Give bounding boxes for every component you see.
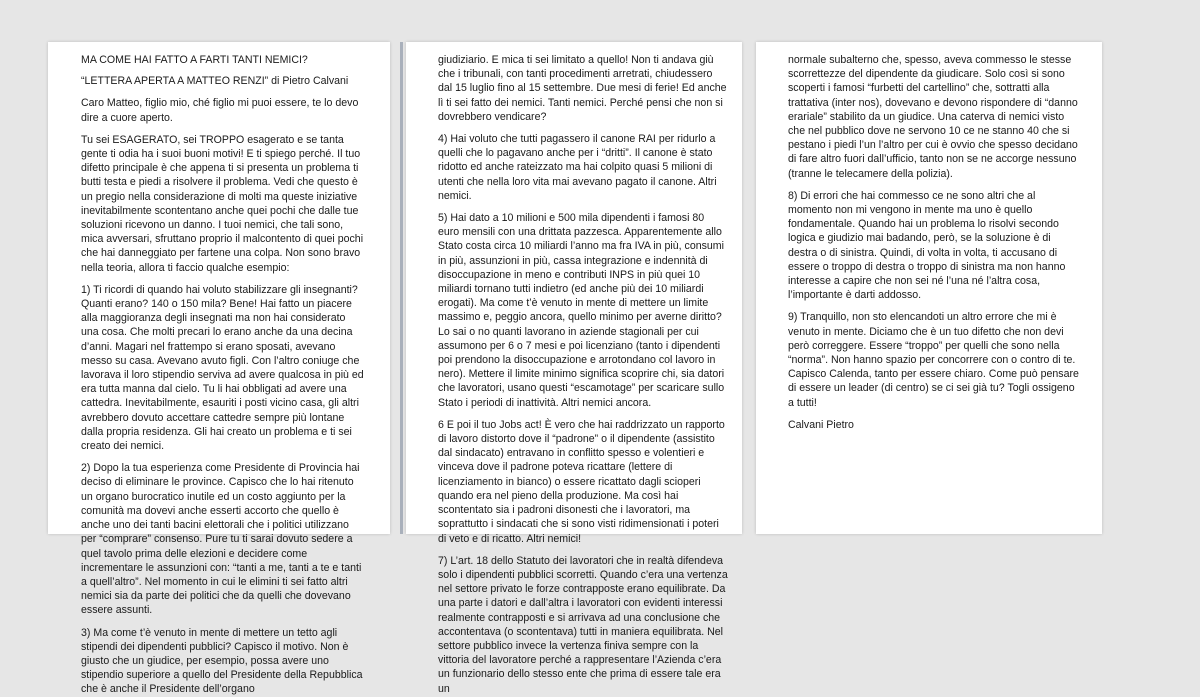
paragraph: Caro Matteo, figlio mio, ché figlio mi puoi essere, te lo devo dire a cuore aperto. bbox=[81, 97, 359, 124]
paragraph: 2) Dopo la tua esperienza come Presidente di Provincia hai deciso di eliminare le province. Capisco che lo hai ritenuto un organo burocratico inutile ed un costo aggiunto per la comunità ma dovevi anche esserti accorto che quello è anche uno dei tanti bacini elettorali che i politici utilizzano per “comprare” consenso. Pure tu ti sarai dovuto sedere a quel tavolo prima delle elezioni e decidere come incrementare le assunzioni con: “tanti a me, tanti a te e tanti a quell’altro”. Nel momento in cui le elimini ti sei fatto altri nemici sia da parte dei politici che da quelli che dovevano essere assunti. bbox=[81, 462, 362, 617]
paragraph: 7) L’art. 18 dello Statuto dei lavoratori che in realtà difendeva solo i dipendenti pubblici scorretti. Quando c’era una vertenza nel settore privato le forze contrapposte erano equilibrate. Da una parte i datori e dall’altra i lavoratori con evidenti interessi realmente contrapposti e si arrivava ad una conclusione che accontentava (o scontentava) tutti in maniera equilibrata. Nel settore pubblico invece la vertenza finiva sempre con la vittoria del lavoratore perché a rappresentare l’Azienda c’era un funzionario dello stesso ente che prima di essere tale era un bbox=[438, 554, 728, 695]
paragraph: 9) Tranquillo, non sto elencandoti un altro errore che mi è venuto in mente. Diciamo che è un tuo difetto che non devi però correggere. Essere “troppo” per quelli che sono nella “norma”. Non hanno spazio per concorrere con o contro di te. Capisco Calenda, tanto per essere chiaro. Come può pensare di essere un leader (di centro) se ci sei già tu? Togli ossigeno a tutti! bbox=[788, 311, 1079, 409]
paragraph: 1) Ti ricordi di quando hai voluto stabilizzare gli insegnanti? Quanti erano? 140 o 150 mila? Bene! Hai fatto un piacere alla maggioranza degli insegnati ma non hai considerato una cosa. Che molti precari lo erano anche da una decina d’anni. Magari nel frattempo si erano sposati, avevano messo su casa. Avevano avuto figli. Con l’altro coniuge che lavorava il loro stipendio serviva ad avere qualcosa in più ed era tutta manna dal cielo. Tu li hai obbligati ad avere una cattedra. Inevitabilmente, esauriti i posti vicino casa, gli altri avrebbero dovuto accettare cattedre sempre più lontane dalla propria residenza. Gli hai creato un problema e ti sei creato dei nemici. bbox=[81, 283, 364, 453]
paragraph: 8) Di errori che hai commesso ce ne sono altri che al momento non mi vengono in mente ma uno è quello fondamentale. Quando hai un problema lo risolvi secondo logica e giudizio mai badando, però, se la soluzione è di destra o di sinistra. Quindi, di volta in volta, ti accusano di essere o troppo di destra o troppo di sinistra ma non hanno interesse a capire che non sei né l’una né l’altra cosa, l’importante è darti addosso. bbox=[788, 189, 1066, 302]
signature: Calvani Pietro bbox=[788, 418, 854, 431]
document-page-2 bbox=[406, 42, 742, 695]
paragraph: 4) Hai voluto che tutti pagassero il canone RAI per ridurlo a quelli che lo pagavano anche per i “dritti”. Il canone è stato ridotto ed anche rateizzato ma hai colpito quasi 5 milioni di utenti che nella loro vita mai avevano pagato il canone. Altri nemici. bbox=[438, 133, 717, 202]
paragraph: 5) Hai dato a 10 milioni e 500 mila dipendenti i famosi 80 euro mensili con una drittata pazzesca. Apparentemente allo Stato costa circa 10 miliardi l’anno ma fra IVA in più, consumi in più, assunzioni in più, cassa integrazione e indennità di disoccupazione in meno e contributi INPS in più quei 10 miliardi tornano tutti indietro (ed anche più dei 10 miliardi erogati). Ma come t’è venuto in mente di mettere un limite massimo e, peggio ancora, quello minimo per averne diritto? Lo sai o no quanti lavorano in aziende stagionali per cui assumono per 6 o 7 mesi e poi licenziano (tanto i dipendenti poi prendono la disoccupazione e arrotondano col lavoro in nero). Mettere il limite minimo significa scoprire chi, sia datori che lavoratori, usano questi “escamotage” per scaricare sullo Stato i periodi di inattività. Altri nemici ancora. bbox=[438, 212, 725, 409]
paragraph: normale subalterno che, spesso, aveva commesso le stesse scorrettezze del dipendente da giudicare. Solo così si sono scoperti i famosi “furbetti del cartellino” che, sottratti alla trattativa (inter nos), dovevano e devono rispondere di “danno erariale” stabilito da un giudice. Una caterva di nemici visto che nel pubblico dove ne servono 10 ce ne stanno 40 che si pestano i piedi l’un l’altro per cui è ovvio che spesso decidano di fare altro fuori dall’ufficio, tanto non se ne accorge nessuno (tranne le telecamere della polizia). bbox=[788, 54, 1078, 180]
paragraph: 3) Ma come t’è venuto in mente di mettere un tetto agli stipendi dei dipendenti pubblici? Capisco il motivo. Non è giusto che un giudice, per esempio, possa avere uno stipendio superiore a quello del Presidente della Repubblica che è anche il Presidente dell’organo bbox=[81, 626, 363, 696]
paragraph: 6 E poi il tuo Jobs act! È vero che hai raddrizzato un rapporto di lavoro distorto dove il “padrone” o il dipendente (assistito dal sindacato) entravano in conflitto spesso e volentieri e vinceva dove il padrone poteva ricattare (lettere di licenziamento in bianco) o essere ricattato dagli scioperi quando era nel pieno della produzione. Ma così hai scontentato sia i padroni disonesti che i lavoratori, ma soprattutto i sindacati che si sono visti ridimensionati i poteri di veto e di ricatto. Altri nemici! bbox=[438, 418, 725, 545]
paragraph: Tu sei ESAGERATO, sei TROPPO esagerato e se tanta gente ti odia ha i suoi buoni motivi! E ti spiego perché. Il tuo difetto principale è che appena ti si presenta un problema ti butti testa e piedi a risolvere il problema. Vedi che questo è un pregio nella considerazione di molti ma queste iniziative inevitabilmente scontentano anche quei pochi che dalle tue soluzioni ricevono un danno. I tuoi nemici, che tali sono, mica avversari, sfruttano proprio il malcontento di quei pochi che hai danneggiato per fartene una colpa. Non sono bravo nella teoria, allora ti faccio qualche esempio: bbox=[81, 133, 364, 274]
document-page-1 bbox=[48, 42, 390, 696]
letter-subtitle: “LETTERA APERTA A MATTEO RENZI” di Pietro Calvani bbox=[81, 75, 349, 88]
paragraph: giudiziario. E mica ti sei limitato a quello! Non ti andava giù che i tribunali, con tanti procedimenti arretrati, chiudessero dal 15 luglio fino al 15 settembre. Due mesi di ferie! Ed anche lì ti sei fatto dei nemici. Tanti nemici. Perché pensi che non si dovrebbero vendicare? bbox=[438, 54, 727, 123]
letter-title: MA COME HAI FATTO A FARTI TANTI NEMICI? bbox=[81, 54, 308, 66]
document-page-3 bbox=[756, 42, 1102, 534]
page-separator bbox=[400, 42, 403, 534]
